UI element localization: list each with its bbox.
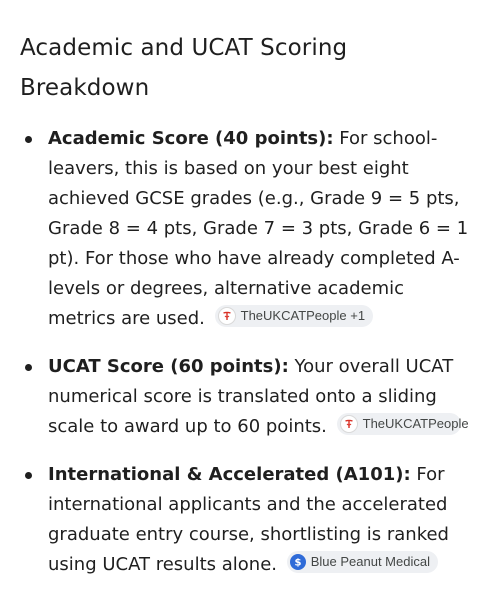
source-chip-label: TheUKCATPeople +1	[240, 308, 366, 323]
section-title: Academic and UCAT Scoring Breakdown	[20, 35, 348, 101]
item-lead: International & Accelerated (A101):	[48, 464, 411, 485]
item-body: For school-leavers, this is based on your best eight achieved GCSE grades (e.g., Grade 9 = 5 pts, Grade 8 = 4 pts, Grade 7 = 3 pts, Grade 6 = 1 pt). For those who have already completed A-levels or degrees, alternative academic metrics are used.	[48, 128, 469, 329]
source-chip-blue-peanut-medical[interactable]	[287, 551, 438, 573]
source-chip-label: TheUKCATPeople	[362, 416, 469, 431]
source-chip-theukcatpeople[interactable]	[337, 413, 469, 435]
list-item-academic-score	[20, 124, 474, 334]
item-body: Your overall UCAT numerical score is translated onto a sliding scale to award up to 60 points.	[48, 356, 454, 437]
item-lead: Academic Score (40 points):	[48, 128, 334, 149]
ucat-people-icon	[340, 415, 358, 433]
source-chip-label: Blue Peanut Medical	[310, 554, 430, 569]
item-body: For international applicants and the accelerated graduate entry course, shortlisting is ranked using UCAT results alone.	[48, 464, 449, 575]
bullet-list	[20, 124, 474, 580]
ucat-people-icon	[218, 307, 236, 325]
blue-peanut-icon	[290, 554, 306, 570]
list-item-international-accelerated	[20, 460, 474, 580]
source-chip-theukcatpeople[interactable]	[215, 305, 373, 327]
list-item-ucat-score	[20, 352, 474, 442]
svg-text:$: $	[294, 557, 302, 569]
item-lead: UCAT Score (60 points):	[48, 356, 289, 377]
